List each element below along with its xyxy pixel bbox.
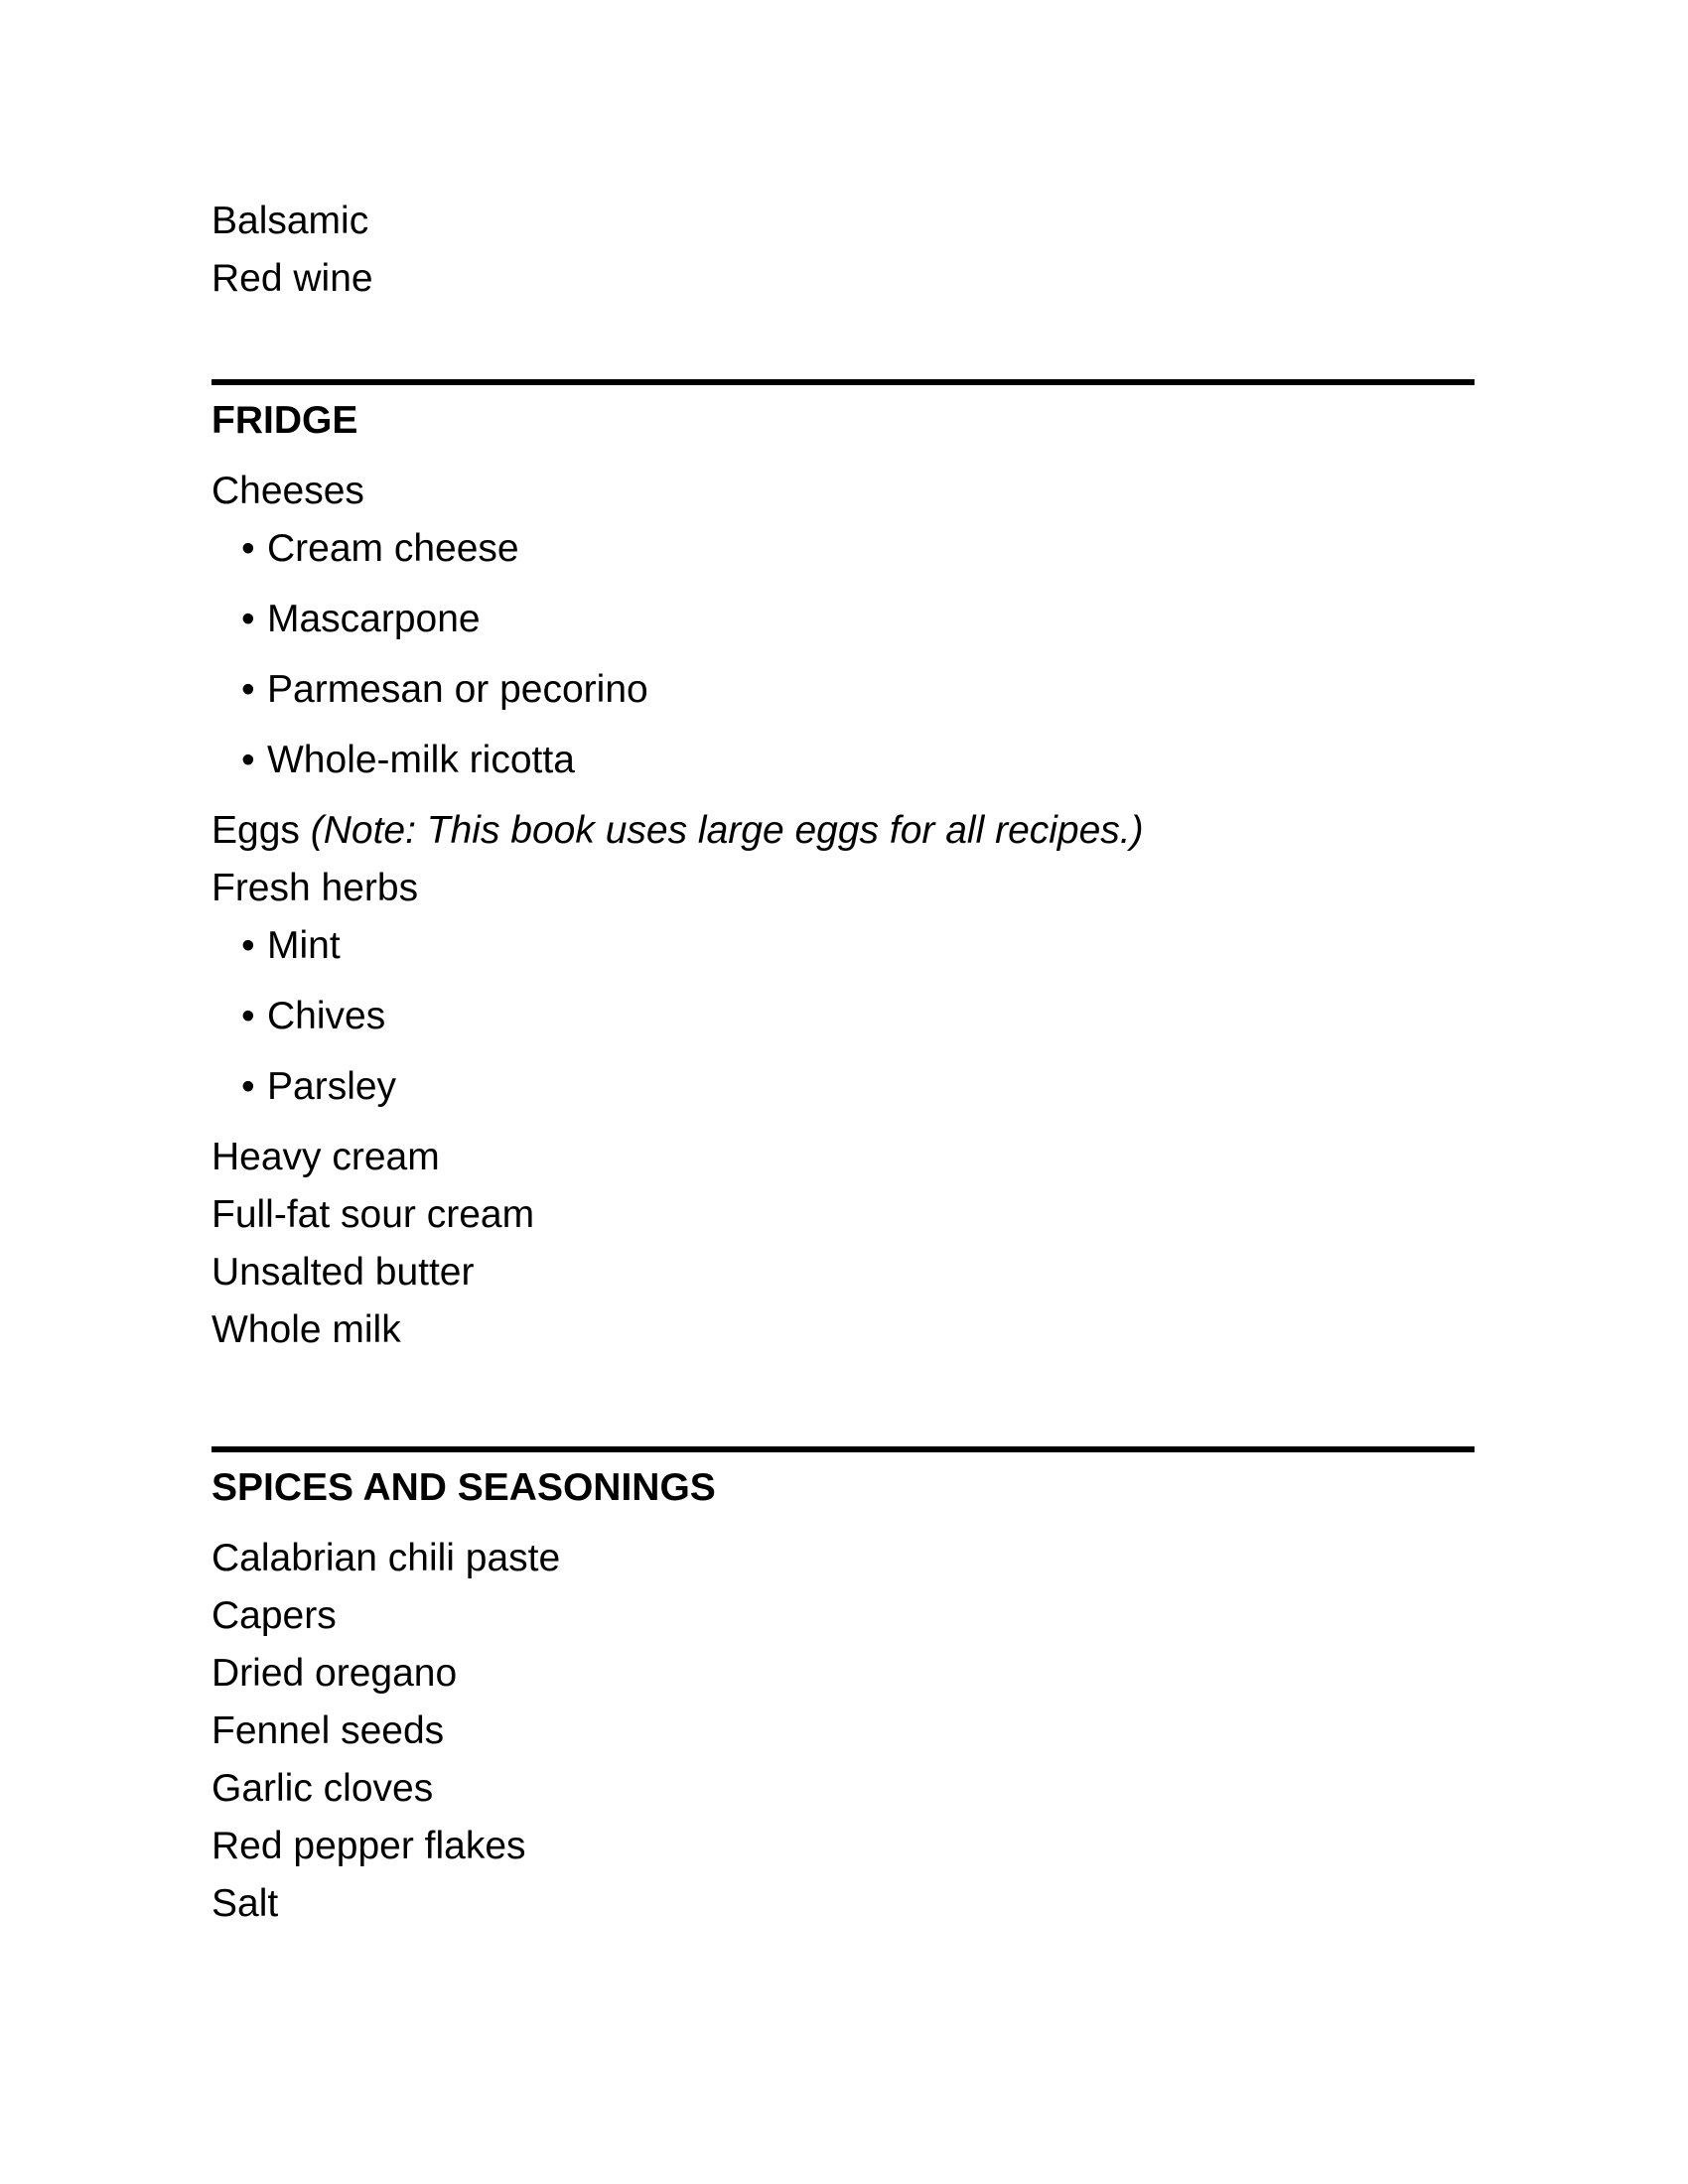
list-item: Dried oregano <box>211 1652 458 1695</box>
section-heading-fridge: FRIDGE <box>211 399 358 442</box>
category-label-herbs: Fresh herbs <box>211 867 419 909</box>
bullet-icon: • <box>241 668 255 711</box>
list-item: Red pepper flakes <box>211 1825 526 1867</box>
top-list <box>211 193 373 308</box>
list-item-label: Parmesan or pecorino <box>267 668 648 711</box>
list-item <box>211 917 1144 975</box>
eggs-note: (Note: This book uses large eggs for all recipes.) <box>310 809 1144 852</box>
category-label-cheeses: Cheeses <box>211 470 364 512</box>
list-item: Balsamic <box>211 200 369 242</box>
list-item: Whole milk <box>211 1308 401 1351</box>
bullet-icon: • <box>241 527 255 570</box>
list-item: Red wine <box>211 257 373 300</box>
list-item <box>211 520 1144 578</box>
section-divider <box>211 1446 1475 1452</box>
list-item <box>211 988 1144 1045</box>
list-item: Unsalted butter <box>211 1251 475 1294</box>
list-item-label: Mint <box>267 924 341 967</box>
page-content <box>211 0 1475 2184</box>
bullet-icon: • <box>241 598 255 640</box>
list-item <box>211 1058 1144 1116</box>
list-item: Capers <box>211 1594 337 1637</box>
list-item <box>211 661 1144 719</box>
spices-section <box>211 1459 716 1933</box>
bullet-icon: • <box>241 1065 255 1108</box>
fridge-section <box>211 392 1144 1359</box>
list-item-label: Whole-milk ricotta <box>267 739 575 781</box>
list-item: Salt <box>211 1882 279 1925</box>
list-item <box>211 732 1144 789</box>
category-label-eggs: Eggs <box>211 809 300 852</box>
list-item-label: Parsley <box>267 1065 397 1108</box>
section-heading-spices: SPICES AND SEASONINGS <box>211 1466 716 1509</box>
list-item-label: Mascarpone <box>267 598 481 640</box>
list-item: Full-fat sour cream <box>211 1193 535 1236</box>
list-item: Fennel seeds <box>211 1709 445 1752</box>
list-item <box>211 591 1144 648</box>
eggs-line <box>211 802 1144 860</box>
bullet-icon: • <box>241 995 255 1037</box>
bullet-icon: • <box>241 924 255 967</box>
list-item-label: Cream cheese <box>267 527 519 570</box>
section-divider <box>211 379 1475 385</box>
list-item-label: Chives <box>267 995 386 1037</box>
bullet-icon: • <box>241 739 255 781</box>
list-item: Heavy cream <box>211 1136 440 1178</box>
list-item: Garlic cloves <box>211 1767 434 1810</box>
list-item: Calabrian chili paste <box>211 1537 561 1579</box>
